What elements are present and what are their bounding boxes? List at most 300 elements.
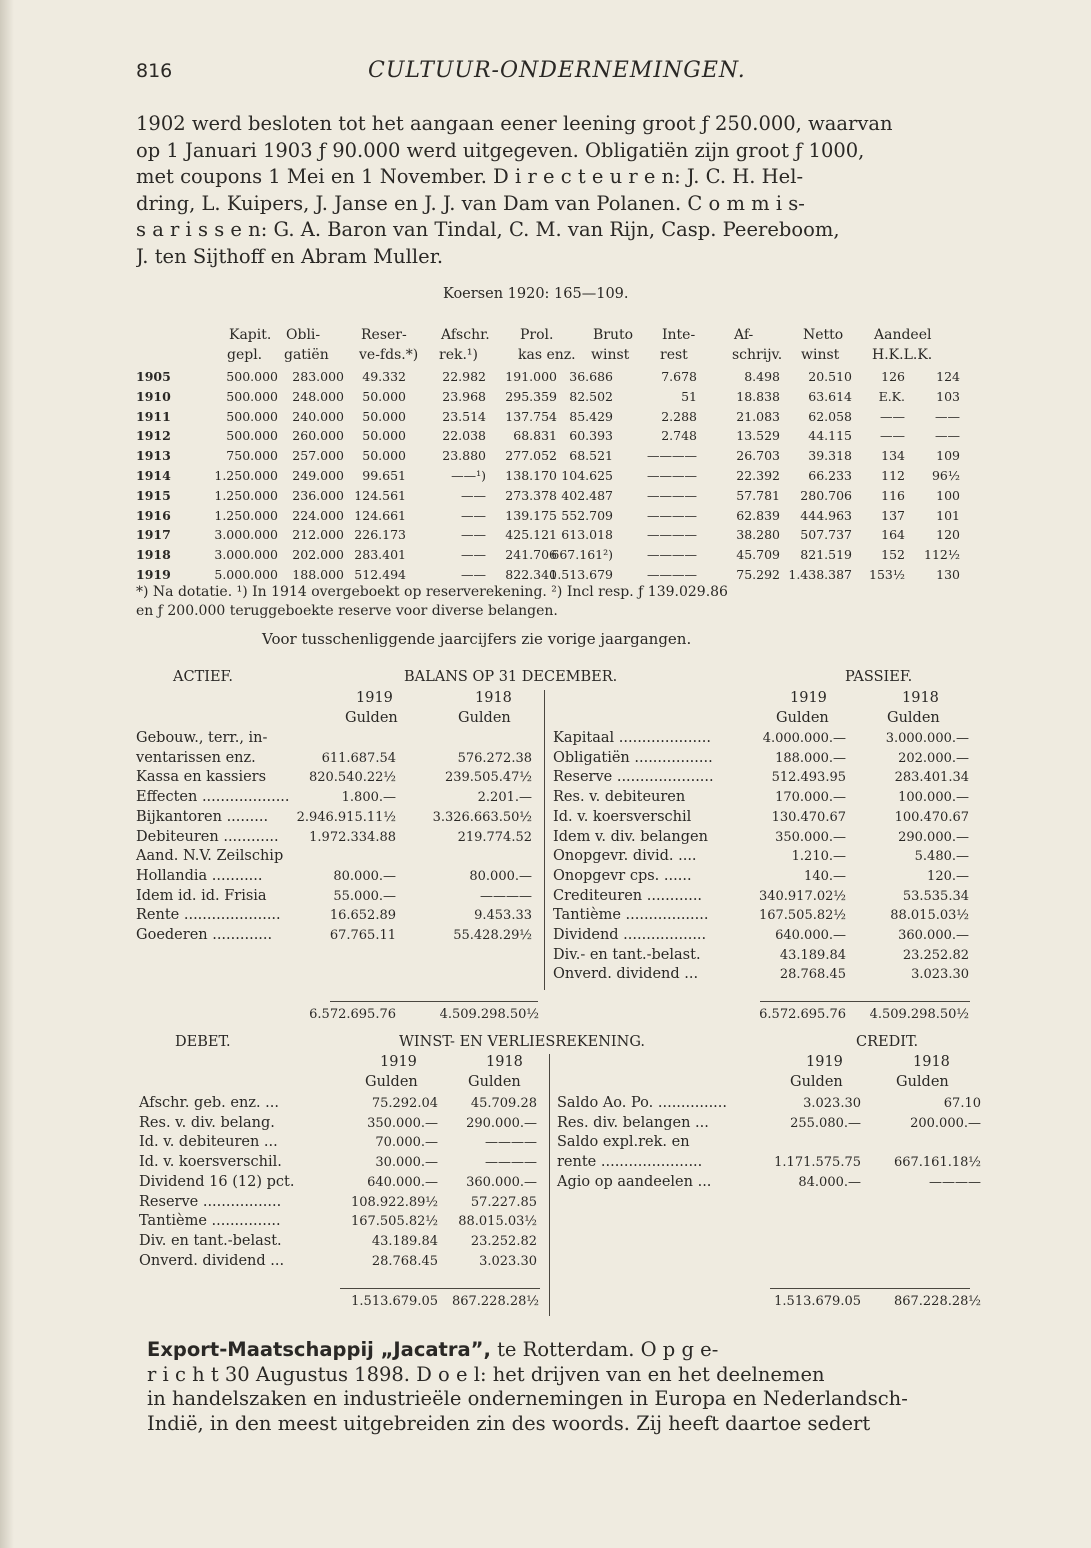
debet-value-1918: 88.015.03½: [458, 1214, 537, 1230]
debet-value-1918: 3.023.30: [479, 1253, 537, 1269]
koers-cell: 249.000: [292, 468, 344, 483]
debet-value-1919: 350.000.—: [367, 1115, 438, 1131]
w-unit-right-1: Gulden: [790, 1074, 843, 1090]
debet-value-1919: 30.000.—: [375, 1155, 438, 1171]
koers-subheader-0: gepl.: [227, 347, 263, 363]
actief-value-1919: 16.652.89: [329, 908, 396, 924]
actief-value-1919: 2.946.915.11½: [296, 809, 396, 825]
koers-cell: 1.438.387: [788, 567, 852, 582]
koers-cell: 667.161²): [551, 547, 613, 563]
passief-label: Crediteuren ............: [553, 887, 703, 904]
koers-cell: ————: [647, 448, 697, 464]
passief-value-1919: 140.—: [804, 868, 846, 884]
koers-cell: 26.703: [736, 448, 780, 464]
passief-value-1918: 290.000.—: [898, 829, 969, 845]
passief-value-1919: 340.917.02½: [758, 888, 846, 904]
koers-subheader-8: winst: [801, 347, 840, 363]
debet-value-1919: 75.292.04: [371, 1096, 438, 1111]
passief-label: Dividend ..................: [553, 927, 707, 943]
actief-value-1918: 2.201.—: [477, 790, 532, 806]
koers-cell: 68.521: [569, 448, 613, 464]
koers-cell: 226.173: [354, 527, 406, 543]
actief-value-1919: 611.687.54: [321, 750, 396, 766]
koers-cell: 139.175: [505, 507, 557, 523]
actief-label: Gebouw., terr., in-: [136, 730, 268, 746]
koers-cell: 425.121: [505, 527, 557, 543]
w-unit-right-2: Gulden: [896, 1074, 949, 1090]
balans-total-right-1919: 6.572.695.76: [759, 1007, 846, 1022]
koers-cell: 124.561: [354, 487, 406, 503]
koers-cell: 104.625: [561, 468, 613, 483]
koers-year: 1916: [136, 507, 171, 523]
koers-cell: 112½: [924, 547, 960, 563]
koers-cell: 45.709: [736, 547, 780, 563]
koers-cell: 2.288: [661, 408, 697, 424]
debet-value-1918: ————: [485, 1155, 537, 1171]
koers-subheader-7: schrijv.: [732, 347, 783, 363]
koers-header-7: Af-: [734, 327, 754, 343]
koers-year: 1917: [136, 527, 171, 543]
koers-cell: 137: [881, 507, 905, 523]
debet-value-1918: ————: [485, 1135, 537, 1151]
see-previous-note: Voor tusschenliggende jaarcijfers zie vorige jaargangen.: [262, 630, 692, 648]
credit-title: CREDIT.: [856, 1034, 919, 1050]
passief-label: Id. v. koersverschil: [553, 808, 692, 825]
winst-total-rule-right: [770, 1288, 970, 1289]
credit-value-1918: 667.161.18½: [893, 1155, 981, 1171]
koers-cell: 552.709: [561, 507, 613, 523]
passief-label: Div.- en tant.-belast.: [553, 946, 701, 963]
actief-value-1919: 1.800.—: [341, 790, 396, 806]
koers-cell: ——: [461, 487, 486, 503]
passief-value-1918: 88.015.03½: [890, 908, 969, 924]
actief-title: ACTIEF.: [173, 669, 233, 685]
passief-value-1919: 43.189.84: [779, 947, 846, 963]
koers-cell: ——: [935, 408, 960, 424]
balans-total-rule-left: [330, 1001, 538, 1002]
koers-subheader-4: kas enz.: [518, 347, 576, 363]
koers-header-6: Inte-: [662, 327, 696, 343]
debet-value-1919: 108.922.89½: [350, 1194, 438, 1210]
koers-cell: 60.393: [569, 428, 613, 444]
passief-label: Obligatiën .................: [553, 749, 713, 766]
debet-value-1918: 290.000.—: [466, 1115, 537, 1131]
balans-total-rule-right: [760, 1001, 970, 1002]
koers-cell: 212.000: [292, 527, 344, 543]
debet-value-1918: 360.000.—: [466, 1174, 537, 1190]
intro-line: 1902 werd besloten tot het aangaan eener leening groot ƒ 250.000, waarvan: [136, 112, 893, 135]
actief-label: Aand. N.V. Zeilschip: [136, 848, 284, 865]
koers-cell: 507.737: [800, 527, 852, 543]
koers-cell: 112: [881, 468, 905, 483]
koers-cell: 20.510: [808, 369, 852, 384]
actief-value-1918: 80.000.—: [469, 868, 532, 884]
koersen-line: Koersen 1920: 165—109.: [443, 286, 629, 302]
koers-cell: 224.000: [292, 507, 344, 523]
koers-subheader-1: gatiën: [284, 347, 329, 363]
koers-cell: 240.000: [292, 408, 344, 424]
passief-value-1919: 1.210.—: [791, 849, 846, 865]
credit-value-1919: 84.000.—: [798, 1174, 861, 1190]
actief-value-1918: 3.326.663.50½: [432, 809, 532, 825]
year-1918-left: 1918: [475, 690, 512, 706]
koers-cell: 23.880: [442, 448, 486, 464]
jacatra-line: r i c h t 30 Augustus 1898. D o e l: het drijven van en het deelnemen: [147, 1362, 825, 1386]
koers-cell: ——: [935, 428, 960, 444]
footnote-1: *) Na dotatie. ¹) In 1914 overgeboekt op reserverekening. ²) Incl resp. ƒ 139.029.86: [136, 584, 728, 600]
koers-cell: 295.359: [505, 388, 557, 404]
koers-cell: 124.661: [354, 507, 406, 523]
koers-cell: E.K.: [878, 388, 905, 404]
koers-cell: 130: [936, 567, 960, 582]
w-year-1918-right: 1918: [913, 1054, 950, 1070]
passief-value-1919: 512.493.95: [771, 770, 846, 786]
w-year-1918-left: 1918: [486, 1054, 523, 1070]
winst-total-right-1919: 1.513.679.05: [774, 1294, 861, 1309]
koers-year: 1912: [136, 428, 171, 444]
debet-value-1919: 640.000.—: [367, 1174, 438, 1190]
koers-cell: 512.494: [354, 567, 406, 582]
koers-cell: 75.292: [736, 567, 780, 582]
jacatra-paragraph: [147, 1338, 977, 1436]
actief-value-1918: 219.774.52: [457, 829, 532, 845]
balans-divider: [544, 690, 545, 990]
debet-label: Id. v. koersverschil.: [139, 1154, 282, 1171]
koers-year: 1919: [136, 567, 171, 582]
koers-subheader-9: H.K.L.K.: [872, 347, 933, 363]
actief-label: Bijkantoren .........: [136, 808, 269, 825]
koers-cell: ————: [647, 487, 697, 503]
koers-cell: ——: [880, 408, 905, 424]
koers-cell: 85.429: [569, 408, 613, 424]
debet-label: Onverd. dividend ...: [139, 1252, 285, 1269]
koers-cell: 66.233: [808, 468, 852, 483]
debet-label: Tantième ...............: [139, 1213, 281, 1230]
koers-header-5: Bruto: [593, 327, 634, 343]
passief-value-1918: 3.000.000.—: [885, 731, 969, 746]
koers-cell: 283.401: [354, 547, 406, 563]
koers-header-0: Kapit.: [229, 327, 272, 343]
balans-total-left-1918: 4.509.298.50½: [439, 1007, 539, 1022]
debet-label: Div. en tant.-belast.: [139, 1232, 282, 1249]
koers-cell: ——: [461, 567, 486, 582]
actief-value-1918: ————: [480, 888, 532, 904]
koers-header-9: Aandeel: [874, 327, 932, 343]
koers-header-8: Netto: [803, 327, 844, 343]
koers-year: 1918: [136, 547, 171, 563]
koers-cell: 191.000: [505, 369, 557, 384]
year-1918-right: 1918: [902, 690, 939, 706]
passief-label: Kapitaal ....................: [553, 730, 711, 746]
page-edge-shadow: [0, 0, 14, 1548]
koers-cell: 22.038: [442, 428, 486, 444]
debet-value-1919: 70.000.—: [375, 1135, 438, 1151]
koers-cell: 257.000: [292, 448, 344, 464]
koers-cell: 109: [936, 448, 960, 464]
koers-cell: 137.754: [505, 408, 557, 424]
koers-cell: 3.000.000: [214, 547, 278, 563]
koers-cell: 50.000: [362, 388, 406, 404]
koers-cell: 49.332: [362, 369, 406, 384]
jacatra-line: Indië, in den meest uitgebreiden zin des woords. Zij heeft daartoe sedert: [147, 1411, 871, 1435]
actief-label: ventarissen enz.: [136, 749, 256, 766]
koers-cell: 273.378: [505, 487, 557, 503]
koers-cell: 50.000: [362, 448, 406, 464]
koers-year: 1905: [136, 369, 171, 384]
passief-value-1919: 188.000.—: [775, 750, 846, 766]
passief-value-1918: 100.000.—: [898, 790, 969, 806]
debet-title: DEBET.: [175, 1034, 231, 1050]
koers-cell: 124: [936, 369, 960, 384]
koers-cell: 236.000: [292, 487, 344, 503]
passief-value-1919: 28.768.45: [779, 967, 846, 983]
koers-cell: 822.340: [505, 567, 557, 582]
koers-cell: 152: [881, 547, 905, 563]
actief-label: Goederen .............: [136, 927, 273, 943]
koers-subheader-5: winst: [591, 347, 630, 363]
koers-subheader-6: rest: [660, 347, 688, 363]
credit-label: rente ......................: [557, 1154, 703, 1171]
page-number: 816: [136, 60, 173, 82]
koers-cell: 38.280: [736, 527, 780, 543]
koers-cell: 821.519: [800, 547, 852, 563]
koers-cell: 283.000: [292, 369, 344, 384]
actief-value-1918: 576.272.38: [457, 750, 532, 766]
koers-cell: 22.392: [736, 468, 780, 483]
koers-cell: 36.686: [569, 369, 613, 384]
passief-value-1919: 130.470.67: [771, 809, 846, 825]
debet-value-1919: 167.505.82½: [350, 1214, 438, 1230]
koers-cell: 188.000: [292, 567, 344, 582]
koers-cell: 50.000: [362, 408, 406, 424]
koers-cell: 444.963: [800, 507, 852, 523]
debet-value-1918: 45.709.28: [470, 1096, 537, 1111]
actief-label: Hollandia ...........: [136, 867, 263, 884]
koers-cell: ————: [647, 468, 697, 483]
actief-value-1918: 9.453.33: [474, 908, 532, 924]
koers-cell: 500.000: [226, 408, 278, 424]
koers-cell: 96½: [931, 468, 960, 483]
jacatra-line-1-text: te Rotterdam. O p g e-: [490, 1338, 719, 1361]
actief-value-1919: 55.000.—: [333, 888, 396, 904]
koers-year: 1910: [136, 388, 171, 404]
koers-cell: 241.706: [505, 547, 557, 563]
passief-label: Res. v. debiteuren: [553, 789, 686, 806]
debet-label: Id. v. debiteuren ...: [139, 1134, 278, 1151]
koers-cell: 62.058: [808, 408, 852, 424]
winst-divider: [549, 1054, 550, 1316]
unit-right-2: Gulden: [887, 710, 940, 726]
credit-value-1919: 3.023.30: [803, 1096, 861, 1111]
koers-cell: 134: [881, 448, 905, 464]
balans-total-left-1919: 6.572.695.76: [309, 1007, 396, 1022]
passief-value-1918: 202.000.—: [898, 750, 969, 766]
running-title: CULTUUR-ONDERNEMINGEN.: [368, 58, 746, 83]
koers-cell: ——: [461, 527, 486, 543]
winst-total-rule-left: [340, 1288, 540, 1289]
unit-left-2: Gulden: [458, 710, 511, 726]
balans-title: BALANS OP 31 DECEMBER.: [404, 669, 618, 685]
koers-cell: 100: [936, 487, 960, 503]
passief-value-1918: 3.023.30: [911, 967, 969, 983]
koers-cell: 68.831: [513, 428, 557, 444]
koers-cell: 51: [681, 388, 697, 404]
koers-cell: 22.982: [442, 369, 486, 384]
winst-total-right-1918: 867.228.28½: [893, 1294, 981, 1309]
koers-year: 1911: [136, 408, 171, 424]
credit-label: Saldo expl.rek. en: [557, 1134, 690, 1151]
koers-cell: 3.000.000: [214, 527, 278, 543]
koers-cell: 1.250.000: [214, 468, 278, 483]
passief-value-1918: 5.480.—: [914, 849, 969, 865]
koers-year: 1914: [136, 468, 171, 483]
debet-value-1918: 23.252.82: [470, 1233, 537, 1249]
koers-cell: 613.018: [561, 527, 613, 543]
koers-cell: 402.487: [561, 487, 613, 503]
koers-cell: 1.513.679: [549, 567, 613, 582]
koers-year: 1913: [136, 448, 171, 464]
koers-cell: 126: [881, 369, 905, 384]
passief-value-1918: 283.401.34: [894, 770, 969, 786]
jacatra-line: in handelszaken en industrieële ondernemingen in Europa en Nederlandsch-: [147, 1387, 908, 1410]
actief-label: Effecten ...................: [136, 789, 290, 806]
footnote-2: en ƒ 200.000 teruggeboekte reserve voor diverse belangen.: [136, 603, 558, 619]
credit-value-1918: ————: [929, 1174, 981, 1190]
actief-value-1918: 239.505.47½: [444, 770, 532, 786]
credit-value-1918: 200.000.—: [910, 1115, 981, 1131]
intro-line: op 1 Januari 1903 ƒ 90.000 werd uitgegeven. Obligatiën zijn groot ƒ 1000,: [136, 138, 865, 162]
koers-cell: 164: [881, 527, 905, 543]
koers-cell: ——: [461, 507, 486, 523]
koers-cell: 2.748: [661, 428, 697, 444]
actief-value-1918: 55.428.29½: [453, 928, 532, 943]
koers-cell: 500.000: [226, 369, 278, 384]
intro-line: dring, L. Kuipers, J. Janse en J. J. van Dam van Polanen. C o m m i s-: [136, 191, 805, 215]
intro-line: J. ten Sijthoff en Abram Muller.: [136, 244, 444, 268]
koers-header-1: Obli-: [286, 327, 321, 343]
koers-header-2: Reser-: [361, 327, 407, 343]
passief-value-1919: 4.000.000.—: [762, 731, 846, 746]
credit-label: Res. div. belangen ...: [557, 1114, 709, 1131]
jacatra-line-1: [147, 1338, 977, 1363]
w-year-1919-left: 1919: [380, 1054, 417, 1070]
koers-subheader-2: ve-fds.*): [359, 347, 419, 363]
company-name: Export-Maatschappij „Jacatra”,: [147, 1338, 491, 1361]
debet-label: Reserve .................: [139, 1193, 282, 1210]
koers-cell: 7.678: [661, 369, 697, 384]
passief-label: Idem v. div. belangen: [553, 828, 708, 845]
passief-value-1919: 640.000.—: [775, 928, 846, 943]
koers-cell: 23.968: [442, 388, 486, 404]
koers-cell: 120: [936, 527, 960, 543]
year-1919-right: 1919: [790, 690, 827, 706]
w-year-1919-right: 1919: [806, 1054, 843, 1070]
koers-cell: 5.000.000: [214, 567, 278, 582]
koers-cell: 153½: [869, 567, 905, 582]
actief-value-1919: 80.000.—: [333, 868, 396, 884]
passief-value-1918: 120.—: [927, 868, 969, 884]
passief-value-1918: 100.470.67: [894, 809, 969, 825]
balans-total-right-1918: 4.509.298.50½: [869, 1007, 969, 1022]
intro-paragraph: [136, 111, 966, 270]
koers-cell: 103: [936, 388, 960, 404]
koers-cell: ————: [647, 507, 697, 523]
passief-label: Tantième ..................: [553, 907, 709, 924]
koers-cell: 1.250.000: [214, 507, 278, 523]
koers-subheader-3: rek.¹): [439, 347, 478, 363]
passief-label: Onopgevr cps. ......: [553, 867, 692, 884]
passief-value-1918: 53.535.34: [902, 888, 969, 904]
koers-cell: ————: [647, 567, 697, 582]
koers-cell: 50.000: [362, 428, 406, 444]
actief-label: Debiteuren ............: [136, 828, 279, 845]
debet-value-1919: 43.189.84: [371, 1233, 438, 1249]
actief-label: Idem id. id. Frisia: [136, 887, 267, 904]
koers-cell: 18.838: [736, 388, 780, 404]
actief-value-1919: 1.972.334.88: [309, 829, 396, 845]
koers-header-3: Afschr.: [441, 327, 490, 343]
unit-left-1: Gulden: [345, 710, 398, 726]
debet-label: Dividend 16 (12) pct.: [139, 1173, 295, 1190]
koers-cell: 101: [936, 507, 960, 523]
koers-cell: 500.000: [226, 388, 278, 404]
actief-value-1919: 820.540.22½: [308, 770, 396, 786]
intro-line: s a r i s s e n: G. A. Baron van Tindal, C. M. van Rijn, Casp. Peereboom,: [136, 218, 840, 241]
koers-cell: 62.839: [736, 507, 780, 523]
passief-label: Onopgevr. divid. ....: [553, 848, 697, 865]
koers-cell: 99.651: [362, 468, 406, 483]
koers-cell: 500.000: [226, 428, 278, 444]
passief-label: Reserve .....................: [553, 769, 714, 786]
koers-cell: 138.170: [505, 468, 557, 483]
debet-value-1919: 28.768.45: [371, 1253, 438, 1269]
credit-value-1919: 255.080.—: [790, 1115, 861, 1131]
koers-cell: ——: [461, 547, 486, 563]
koers-cell: 39.318: [808, 448, 852, 464]
debet-label: Afschr. geb. enz. ...: [139, 1095, 280, 1111]
koers-cell: ————: [647, 547, 697, 563]
koers-cell: 44.115: [808, 428, 852, 444]
koers-cell: 1.250.000: [214, 487, 278, 503]
koers-cell: 116: [881, 487, 905, 503]
koers-header-4: Prol.: [520, 327, 554, 343]
koers-cell: ——¹): [451, 468, 486, 483]
koers-cell: 8.498: [744, 369, 780, 384]
debet-value-1918: 57.227.85: [470, 1194, 537, 1210]
koers-cell: 202.000: [292, 547, 344, 563]
passief-value-1918: 23.252.82: [902, 947, 969, 963]
winst-title: WINST- EN VERLIESREKENING.: [399, 1034, 645, 1050]
credit-value-1919: 1.171.575.75: [774, 1155, 861, 1171]
koers-cell: 23.514: [442, 408, 486, 424]
koers-cell: 248.000: [292, 388, 344, 404]
year-1919-left: 1919: [356, 690, 393, 706]
koers-cell: ——: [880, 428, 905, 444]
unit-right-1: Gulden: [776, 710, 829, 726]
koers-cell: ————: [647, 527, 697, 543]
passief-value-1919: 170.000.—: [775, 790, 846, 806]
passief-title: PASSIEF.: [845, 669, 913, 685]
passief-label: Onverd. dividend ...: [553, 966, 699, 983]
koers-cell: 63.614: [808, 388, 852, 404]
passief-value-1918: 360.000.—: [898, 928, 969, 943]
koers-cell: 13.529: [736, 428, 780, 444]
credit-label: Agio op aandeelen ...: [557, 1173, 712, 1190]
passief-value-1919: 167.505.82½: [758, 908, 846, 924]
koers-cell: 280.706: [800, 487, 852, 503]
winst-total-left-1919: 1.513.679.05: [351, 1294, 438, 1309]
koers-cell: 57.781: [736, 487, 780, 503]
